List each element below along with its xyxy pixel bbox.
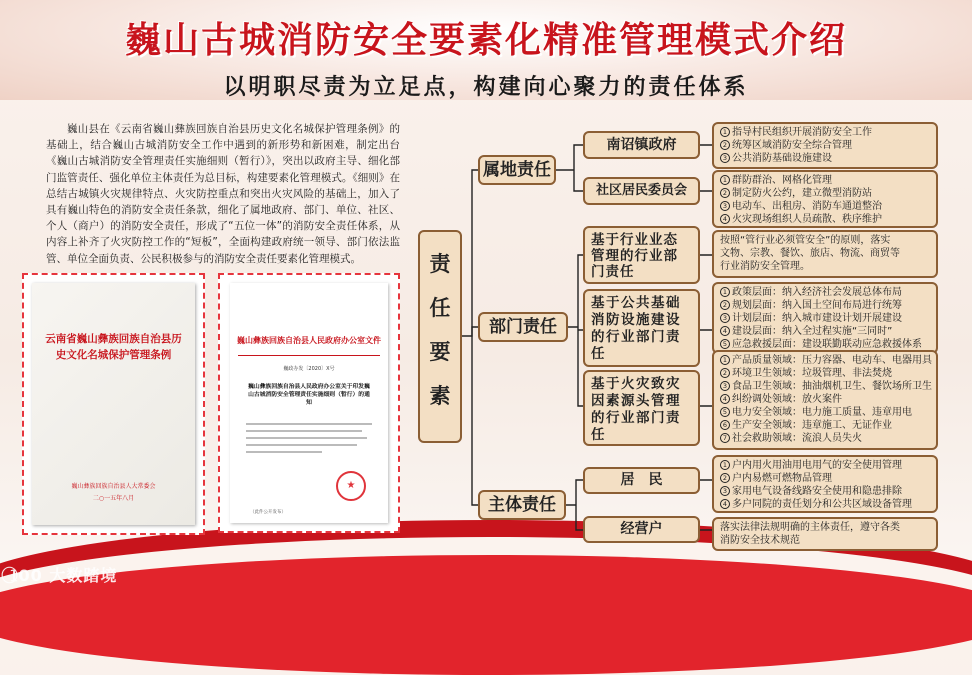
detail-item (720, 139, 930, 152)
connector-territorial-subs (556, 145, 583, 191)
connector-department-subs (568, 255, 583, 406)
intro-paragraph: 巍山县在《云南省巍山彝族回族自治县历史文化名城保护管理条例》的基础上，结合巍山古城消防安全工作中遇到的新形势和新困难，制定出台《巍山古城消防安全管理责任实施细则（暂行）》，突出以政府主导、细化部门监管责任、强化单位主体责任为总目标，构建要素化管理模式。《细则》在总结古城镇火灾规律特点、火灾防控重点和突出火灾风险的基础上，加入了具有巍山特色的消防安全责任条款，细化了属地政府、部门、单位、社区、个人（商户）的消防安全责任，形成了“五位一体”的消防安全责任体系，从内容上补齐了火灾防控工作的“短板”，全面构建政府统一领导、部门依法监管、单位全面负责、公民积极参与的消防安全责任要素化管理模式。 (46, 123, 400, 265)
item-number: 1 (720, 460, 730, 470)
item-text: 电力安全领域：电力施工质量、违章用电 (732, 407, 912, 418)
core-responsibility-elements (418, 230, 462, 443)
item-number: 3 (720, 201, 730, 211)
item-number: 7 (720, 433, 730, 443)
connector-detail-links (700, 145, 712, 530)
detail-item (720, 485, 930, 498)
item-text: 社会救助领域：流浪人员失火 (732, 433, 862, 444)
category-subject: 主体责任 (478, 490, 566, 520)
detail-item (720, 174, 930, 187)
sub-operators: 经营户 (583, 516, 700, 543)
sub-community-committee: 社区居民委员会 (583, 177, 700, 205)
detail-residents (712, 455, 938, 513)
sub-infrastructure-department: 基于公共基础消防设施建设的行业部门责任 (583, 289, 700, 367)
item-number: 3 (720, 153, 730, 163)
item-number: 4 (720, 394, 730, 404)
detail-line: 消防安全技术规范 (720, 535, 800, 546)
item-number: 3 (720, 486, 730, 496)
detail-item (720, 126, 930, 139)
item-number: 4 (720, 214, 730, 224)
sub-residents: 居 民 (583, 467, 700, 494)
page-subtitle: 以明职尽责为立足点，构建向心聚力的责任体系 (223, 75, 749, 100)
detail-item (720, 393, 930, 406)
official-seal: ★ (336, 471, 366, 501)
watermark-logo: 1⃝00 大数踏境 (10, 566, 118, 585)
item-number: 2 (720, 473, 730, 483)
item-number: 5 (720, 407, 730, 417)
item-text: 环境卫生领域：垃圾管理、非法焚烧 (732, 368, 892, 379)
item-text: 制定防火公约，建立微型消防站 (732, 188, 872, 199)
item-text: 指导村民组织开展消防安全工作 (732, 127, 872, 138)
item-text: 纠纷调处领域：放火案件 (732, 394, 842, 405)
item-number: 3 (720, 381, 730, 391)
connector-core-territorial (462, 170, 478, 336)
detail-community (712, 170, 938, 228)
connector-subject-subs (566, 480, 583, 530)
detail-item (720, 498, 930, 511)
detail-nanzhao (712, 122, 938, 169)
item-number: 2 (720, 368, 730, 378)
detail-item (720, 200, 930, 213)
item-number: 5 (720, 339, 730, 349)
detail-item (720, 299, 930, 312)
page-title: 巍山古城消防安全要素化精准管理模式介绍 (124, 20, 847, 61)
item-number: 4 (720, 326, 730, 336)
item-text: 多户同院的责任划分和公共区域设备管理 (732, 499, 912, 510)
item-text: 公共消防基础设施建设 (732, 153, 832, 164)
item-number: 2 (720, 140, 730, 150)
detail-item (720, 432, 930, 445)
item-number: 1 (720, 175, 730, 185)
sub-nanzhao-government: 南诏镇政府 (583, 131, 700, 159)
detail-item (720, 152, 930, 165)
detail-item (720, 354, 930, 367)
notice-title: 巍山彝族回族自治县人民政府办公室关于印发巍山古城消防安全管理责任实施细则（暂行）的通知 (248, 384, 370, 406)
detail-item (720, 213, 930, 226)
item-text: 生产安全领域：违章施工、无证作业 (732, 420, 892, 431)
connector-core-subject (472, 336, 478, 505)
detail-item (720, 286, 930, 299)
item-text: 户内易燃可燃物品管理 (732, 473, 832, 484)
item-text: 统筹区域消防安全综合管理 (732, 140, 852, 151)
detail-line: 行业消防安全管理。 (720, 261, 810, 272)
item-text: 应急救援层面：建设联勤联动应急救援体系 (732, 339, 922, 350)
category-department: 部门责任 (478, 312, 568, 342)
item-number: 1 (720, 355, 730, 365)
item-text: 政策层面：纳入经济社会发展总体布局 (732, 287, 902, 298)
notice-tail: （此件公开发布） (250, 510, 286, 515)
core-char-3: 要 (429, 340, 451, 364)
item-text: 食品卫生领域：抽油烟机卫生、餐饮场所卫生 (732, 381, 932, 392)
item-number: 2 (720, 300, 730, 310)
detail-item (720, 367, 930, 380)
item-number: 6 (720, 420, 730, 430)
core-char-4: 素 (429, 384, 451, 408)
item-text: 户内用火用油用电用气的安全使用管理 (732, 460, 902, 471)
item-number: 1 (720, 287, 730, 297)
category-territorial: 属地责任 (478, 155, 556, 185)
item-text: 家用电气设备线路安全使用和隐患排除 (732, 486, 902, 497)
detail-infrastructure (712, 282, 938, 354)
detail-item (720, 472, 930, 485)
detail-line: 落实法律法规明确的主体责任，遵守各类 (720, 522, 900, 533)
detail-line: 文物、宗教、餐饮、旅店、物流、商贸等 (720, 248, 900, 259)
item-text: 群防群治、网格化管理 (732, 175, 832, 186)
detail-item (720, 406, 930, 419)
regulation-title: 云南省巍山彝族回族自治县历史文化名城保护管理条例 (45, 333, 182, 361)
item-number: 3 (720, 313, 730, 323)
item-number: 4 (720, 499, 730, 509)
item-number: 1 (720, 127, 730, 137)
item-text: 建设层面：纳入全过程实施“三同时” (732, 326, 893, 337)
core-char-2: 任 (429, 296, 451, 320)
detail-item (720, 419, 930, 432)
detail-industry (712, 230, 938, 278)
item-text: 电动车、出租房、消防车通道整治 (732, 201, 882, 212)
notice-header: 巍山彝族回族自治县人民政府办公室文件 (237, 335, 381, 345)
detail-item (720, 380, 930, 393)
regulation-issuer: 巍山彝族回族自治县人大常委会 (71, 483, 156, 490)
detail-item (720, 325, 930, 338)
detail-item (720, 312, 930, 325)
sub-industry-department: 基于行业业态管理的行业部门责任 (583, 226, 700, 284)
regulation-date: 二○一五年八月 (92, 495, 135, 502)
item-text: 规划层面：纳入国土空间布局进行统筹 (732, 300, 902, 311)
item-text: 火灾现场组织人员疏散、秩序维护 (732, 214, 882, 225)
core-char-1: 责 (429, 252, 451, 276)
detail-item (720, 187, 930, 200)
detail-hazard (712, 350, 938, 450)
item-text: 产品质量领域：压力容器、电动车、电器用具 (732, 355, 932, 366)
sub-hazard-department: 基于火灾致灾因素源头管理的行业部门责任 (583, 370, 700, 446)
item-number: 2 (720, 188, 730, 198)
notice-number: 巍政办发〔2020〕X号 (283, 366, 335, 372)
detail-operators (712, 517, 938, 551)
item-text: 计划层面：纳入城市建设计划开展建设 (732, 313, 902, 324)
detail-line: 按照“管行业必须管安全”的原则，落实 (720, 235, 891, 246)
detail-item (720, 459, 930, 472)
